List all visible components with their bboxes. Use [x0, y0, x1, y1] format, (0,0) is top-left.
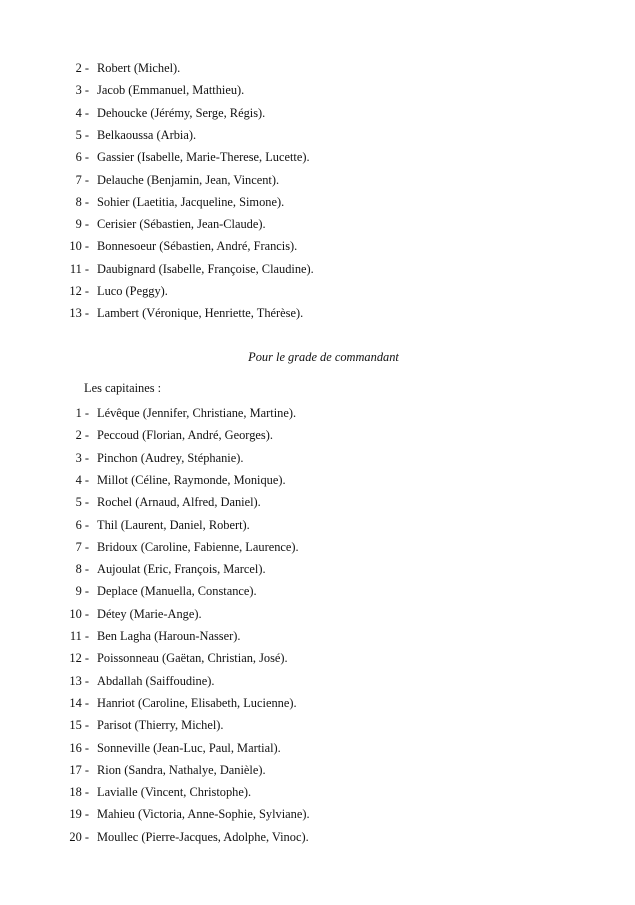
- item-number: 8 -: [75, 562, 89, 577]
- item-text: Dehoucke (Jérémy, Serge, Régis).: [97, 105, 266, 120]
- section-subheading: Les capitaines :: [84, 381, 162, 395]
- item-text: Bonnesoeur (Sébastien, André, Francis).: [97, 239, 298, 254]
- item-text: Hanriot (Caroline, Elisabeth, Lucienne).: [97, 695, 297, 710]
- item-number: 12 -: [69, 651, 89, 666]
- item-text: Parisot (Thierry, Michel).: [97, 718, 224, 733]
- item-text: Peccoud (Florian, André, Georges).: [97, 428, 273, 443]
- item-number: 7 -: [75, 539, 89, 554]
- item-number: 2 -: [75, 61, 89, 75]
- item-number: 2 -: [75, 428, 89, 443]
- item-number: 9 -: [75, 584, 89, 599]
- item-number: 6 -: [75, 517, 89, 532]
- item-text: Luco (Peggy).: [97, 284, 168, 298]
- item-number: 11 -: [69, 261, 89, 276]
- item-text: Poissonneau (Gaëtan, Christian, José).: [97, 651, 288, 666]
- item-number: 17 -: [69, 762, 89, 777]
- item-text: Lévêque (Jennifer, Christiane, Martine).: [97, 406, 297, 420]
- item-number: 16 -: [69, 740, 89, 755]
- item-text: Rochel (Arnaud, Alfred, Daniel).: [97, 495, 261, 510]
- item-text: Robert (Michel).: [97, 61, 181, 75]
- item-text: Jacob (Emmanuel, Matthieu).: [97, 83, 245, 98]
- item-text: Sohier (Laetitia, Jacqueline, Simone).: [97, 194, 285, 209]
- item-text: Abdallah (Saiffoudine).: [97, 673, 215, 688]
- item-text: Daubignard (Isabelle, Françoise, Claudine).: [97, 261, 314, 276]
- item-number: 6 -: [75, 150, 89, 165]
- item-number: 13 -: [69, 306, 89, 321]
- item-number: 11 -: [69, 629, 89, 643]
- item-text: Aujoulat (Eric, François, Marcel).: [97, 562, 266, 577]
- item-number: 4 -: [75, 472, 89, 487]
- item-number: 5 -: [75, 127, 89, 142]
- item-text: Bridoux (Caroline, Fabienne, Laurence).: [97, 539, 299, 554]
- item-number: 13 -: [69, 673, 89, 688]
- item-text: Lavialle (Vincent, Christophe).: [97, 785, 252, 800]
- item-text: Ben Lagha (Haroun-Nasser).: [97, 629, 241, 643]
- item-text: Rion (Sandra, Nathalye, Danièle).: [97, 762, 266, 777]
- item-number: 20 -: [69, 829, 89, 844]
- item-number: 9 -: [75, 217, 89, 232]
- item-number: 18 -: [69, 785, 89, 800]
- item-number: 10 -: [69, 239, 89, 254]
- section-heading: Pour le grade de commandant: [248, 350, 399, 364]
- item-text: Moullec (Pierre-Jacques, Adolphe, Vinoc).: [97, 829, 309, 844]
- item-number: 1 -: [75, 406, 89, 420]
- item-number: 10 -: [69, 606, 89, 621]
- item-text: Belkaoussa (Arbia).: [97, 127, 197, 142]
- item-text: Millot (Céline, Raymonde, Monique).: [97, 472, 286, 487]
- item-text: Cerisier (Sébastien, Jean-Claude).: [97, 217, 266, 232]
- item-text: Gassier (Isabelle, Marie-Therese, Lucette).: [97, 150, 310, 165]
- item-text: Mahieu (Victoria, Anne-Sophie, Sylviane).: [97, 807, 310, 822]
- item-number: 3 -: [75, 450, 89, 465]
- item-text: Thil (Laurent, Daniel, Robert).: [97, 517, 250, 532]
- item-number: 4 -: [75, 105, 89, 120]
- item-text: Deplace (Manuella, Constance).: [97, 584, 257, 599]
- item-number: 15 -: [69, 718, 89, 733]
- item-text: Delauche (Benjamin, Jean, Vincent).: [97, 172, 280, 187]
- item-number: 3 -: [75, 83, 89, 98]
- item-number: 19 -: [69, 807, 89, 822]
- item-number: 5 -: [75, 495, 89, 510]
- item-number: 14 -: [69, 695, 89, 710]
- item-text: Détey (Marie-Ange).: [97, 606, 202, 621]
- item-text: Sonneville (Jean-Luc, Paul, Martial).: [97, 740, 281, 755]
- item-number: 7 -: [75, 172, 89, 187]
- item-number: 8 -: [75, 194, 89, 209]
- item-text: Lambert (Véronique, Henriette, Thérèse).: [97, 306, 304, 321]
- item-number: 12 -: [69, 284, 89, 298]
- item-text: Pinchon (Audrey, Stéphanie).: [97, 450, 244, 465]
